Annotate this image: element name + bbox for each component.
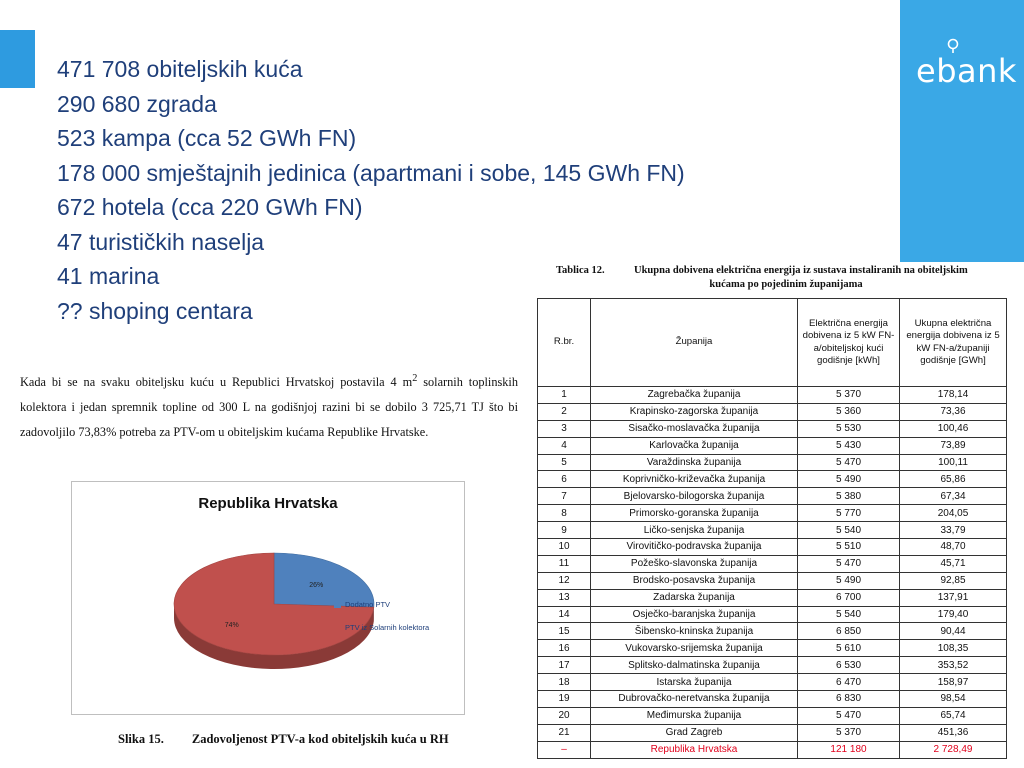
- table-cell: –: [538, 741, 591, 758]
- table-cell: 17: [538, 657, 591, 674]
- table-cell: 5 360: [798, 403, 900, 420]
- list-item: 523 kampa (cca 52 GWh FN): [57, 125, 357, 151]
- table-cell: 90,44: [900, 623, 1007, 640]
- table-cell: Osječko-baranjska županija: [591, 606, 798, 623]
- table-cell: Vukovarsko-srijemska županija: [591, 640, 798, 657]
- legend-item: [334, 623, 429, 632]
- brand-panel: [900, 0, 1024, 262]
- chart-title: Republika Hrvatska: [198, 495, 338, 512]
- table-cell: 5 530: [798, 420, 900, 437]
- table-cell: 73,36: [900, 403, 1007, 420]
- table-cell: 5 380: [798, 488, 900, 505]
- table-cell: 65,86: [900, 471, 1007, 488]
- table-cell: Ličko-senjska županija: [591, 522, 798, 539]
- table-row: [538, 437, 1007, 454]
- table-header-row: [538, 299, 1007, 387]
- table-cell: 14: [538, 606, 591, 623]
- table-cell: Istarska županija: [591, 674, 798, 691]
- table-row: [538, 640, 1007, 657]
- table-cell: 6 530: [798, 657, 900, 674]
- table-cell: Šibensko-kninska županija: [591, 623, 798, 640]
- table-cell: 5 470: [798, 707, 900, 724]
- table-cell: 137,91: [900, 589, 1007, 606]
- table-row: [538, 606, 1007, 623]
- legend-swatch: [334, 601, 341, 608]
- table-cell: 158,97: [900, 674, 1007, 691]
- table-row: [538, 724, 1007, 741]
- table-cell: 73,89: [900, 437, 1007, 454]
- table-cell: 3: [538, 420, 591, 437]
- left-accent-bar: [0, 30, 35, 88]
- table-cell: 67,34: [900, 488, 1007, 505]
- ebank-logo: ebank: [916, 52, 1017, 90]
- table-row: [538, 589, 1007, 606]
- table-cell: Krapinsko-zagorska županija: [591, 403, 798, 420]
- table-cell: 48,70: [900, 539, 1007, 556]
- table-cell: 5 470: [798, 555, 900, 572]
- table-number: Tablica 12.: [556, 265, 605, 276]
- table-cell: 179,40: [900, 606, 1007, 623]
- table-cell: 98,54: [900, 691, 1007, 708]
- table-cell: 20: [538, 707, 591, 724]
- column-header: Županija: [591, 299, 798, 387]
- table-cell: Zadarska županija: [591, 589, 798, 606]
- table-cell: 353,52: [900, 657, 1007, 674]
- table-cell: 5: [538, 454, 591, 471]
- table-cell: Republika Hrvatska: [591, 741, 798, 758]
- legend-label: Dodatno PTV: [345, 600, 391, 609]
- table-cell: 5 540: [798, 522, 900, 539]
- legend-item: [334, 600, 429, 609]
- table-caption-sub: kućama po pojedinim županijama: [709, 279, 863, 290]
- table-row: [538, 403, 1007, 420]
- table-cell: 6 700: [798, 589, 900, 606]
- column-header: Električna energija dobivena iz 5 kW FN-a/obiteljskoj kući godišnje [kWh]: [798, 299, 900, 387]
- table-cell: 19: [538, 691, 591, 708]
- table-cell: Zagrebačka županija: [591, 387, 798, 404]
- table-cell: Karlovačka županija: [591, 437, 798, 454]
- table-cell: 100,46: [900, 420, 1007, 437]
- table-cell: 7: [538, 488, 591, 505]
- energy-table: [537, 298, 1007, 759]
- figure-caption-text: Zadovoljenost PTV-a kod obiteljskih kuća u RH: [191, 732, 449, 746]
- chart-legend: [334, 600, 429, 646]
- table-cell: Splitsko-dalmatinska županija: [591, 657, 798, 674]
- table-cell: 6: [538, 471, 591, 488]
- table-cell: 65,74: [900, 707, 1007, 724]
- table-row: [538, 555, 1007, 572]
- table-cell: 5 770: [798, 505, 900, 522]
- table-cell: 121 180: [798, 741, 900, 758]
- table-cell: 5 540: [798, 606, 900, 623]
- table-row: [538, 522, 1007, 539]
- table-cell: 5 510: [798, 539, 900, 556]
- list-item: 471 708 obiteljskih kuća: [57, 56, 303, 82]
- table-row: [538, 691, 1007, 708]
- table-cell: 178,14: [900, 387, 1007, 404]
- table-cell: Grad Zagreb: [591, 724, 798, 741]
- table-cell: Dubrovačko-neretvanska županija: [591, 691, 798, 708]
- table-cell: 15: [538, 623, 591, 640]
- list-item: 47 turističkih naselja: [57, 228, 265, 255]
- table-cell: 4: [538, 437, 591, 454]
- figure-caption: [118, 732, 449, 747]
- legend-swatch: [334, 624, 341, 631]
- table-row: [538, 623, 1007, 640]
- table-row: [538, 454, 1007, 471]
- table-cell: 13: [538, 589, 591, 606]
- table-cell: 11: [538, 555, 591, 572]
- table-row: [538, 488, 1007, 505]
- table-cell: Primorsko-goranska županija: [591, 505, 798, 522]
- table-cell: Koprivničko-križevačka županija: [591, 471, 798, 488]
- table-cell: 204,05: [900, 505, 1007, 522]
- table-cell: Virovitičko-podravska županija: [591, 539, 798, 556]
- table-total-row: [538, 741, 1007, 758]
- table-cell: 9: [538, 522, 591, 539]
- table-row: [538, 420, 1007, 437]
- table-cell: Brodsko-posavska županija: [591, 572, 798, 589]
- table-row: [538, 505, 1007, 522]
- table-cell: Bjelovarsko-bilogorska županija: [591, 488, 798, 505]
- paragraph-text: Kada bi se na svaku obiteljsku kuću u Republici Hrvatskoj postavila 4 m: [20, 375, 413, 390]
- paragraph-text: solarnih toplinskih kolektora i jedan spremnik topline od 300 L na godišnjoj razini bi se dobilo 3 725,71 TJ što bi zadovoljilo 73,83% potreba za PTV-om u obiteljskim kućama Republike Hrvatske.: [20, 375, 518, 440]
- table-cell: 108,35: [900, 640, 1007, 657]
- table-cell: 6 830: [798, 691, 900, 708]
- list-item: 178 000 smještajnih jedinica (apartmani i sobe, 145 GWh FN): [57, 159, 685, 186]
- table-cell: 45,71: [900, 555, 1007, 572]
- table-cell: Varaždinska županija: [591, 454, 798, 471]
- table-row: [538, 387, 1007, 404]
- table-cell: 92,85: [900, 572, 1007, 589]
- table-cell: Požeško-slavonska županija: [591, 555, 798, 572]
- pie-data-label: 74%: [224, 622, 239, 630]
- table-caption: [556, 264, 1016, 292]
- table-cell: 100,11: [900, 454, 1007, 471]
- table-cell: 5 490: [798, 471, 900, 488]
- table-cell: 2 728,49: [900, 741, 1007, 758]
- table-cell: 5 430: [798, 437, 900, 454]
- table-cell: 10: [538, 539, 591, 556]
- table-row: [538, 657, 1007, 674]
- table-cell: 5 610: [798, 640, 900, 657]
- table-row: [538, 572, 1007, 589]
- column-header: Ukupna električna energija dobivena iz 5 kW FN-a/županiji godišnje [GWh]: [900, 299, 1007, 387]
- pie-chart: [72, 482, 464, 714]
- table-row: [538, 707, 1007, 724]
- list-item: 41 marina: [57, 263, 160, 289]
- table-cell: Sisačko-moslavačka županija: [591, 420, 798, 437]
- table-row: [538, 471, 1007, 488]
- table-cell: 5 370: [798, 387, 900, 404]
- table-cell: 21: [538, 724, 591, 741]
- column-header: R.br.: [538, 299, 591, 387]
- pie-data-label: 26%: [309, 581, 324, 589]
- pie-chart-frame: [71, 481, 465, 715]
- table-row: [538, 539, 1007, 556]
- table-cell: 5 470: [798, 454, 900, 471]
- table-cell: 5 490: [798, 572, 900, 589]
- legend-label: PTV iz Solarnih kolektora: [345, 623, 430, 632]
- table-cell: 12: [538, 572, 591, 589]
- list-item: 290 680 zgrada: [57, 90, 217, 117]
- table-cell: Međimurska županija: [591, 707, 798, 724]
- table-caption-text: Ukupna dobivena električna energija iz sustava instaliranih na obiteljskim: [634, 265, 968, 276]
- table-cell: 18: [538, 674, 591, 691]
- table-cell: 6 850: [798, 623, 900, 640]
- table-cell: 1: [538, 387, 591, 404]
- table-cell: 33,79: [900, 522, 1007, 539]
- figure-number: Slika 15.: [118, 732, 164, 746]
- table-cell: 5 370: [798, 724, 900, 741]
- table-cell: 16: [538, 640, 591, 657]
- solar-paragraph: [20, 366, 518, 445]
- list-item: ?? shoping centara: [57, 297, 253, 324]
- table-row: [538, 674, 1007, 691]
- table-cell: 2: [538, 403, 591, 420]
- table-cell: 8: [538, 505, 591, 522]
- table-cell: 6 470: [798, 674, 900, 691]
- superscript: 2: [412, 373, 418, 384]
- list-item: 672 hotela (cca 220 GWh FN): [57, 194, 363, 220]
- table-cell: 451,36: [900, 724, 1007, 741]
